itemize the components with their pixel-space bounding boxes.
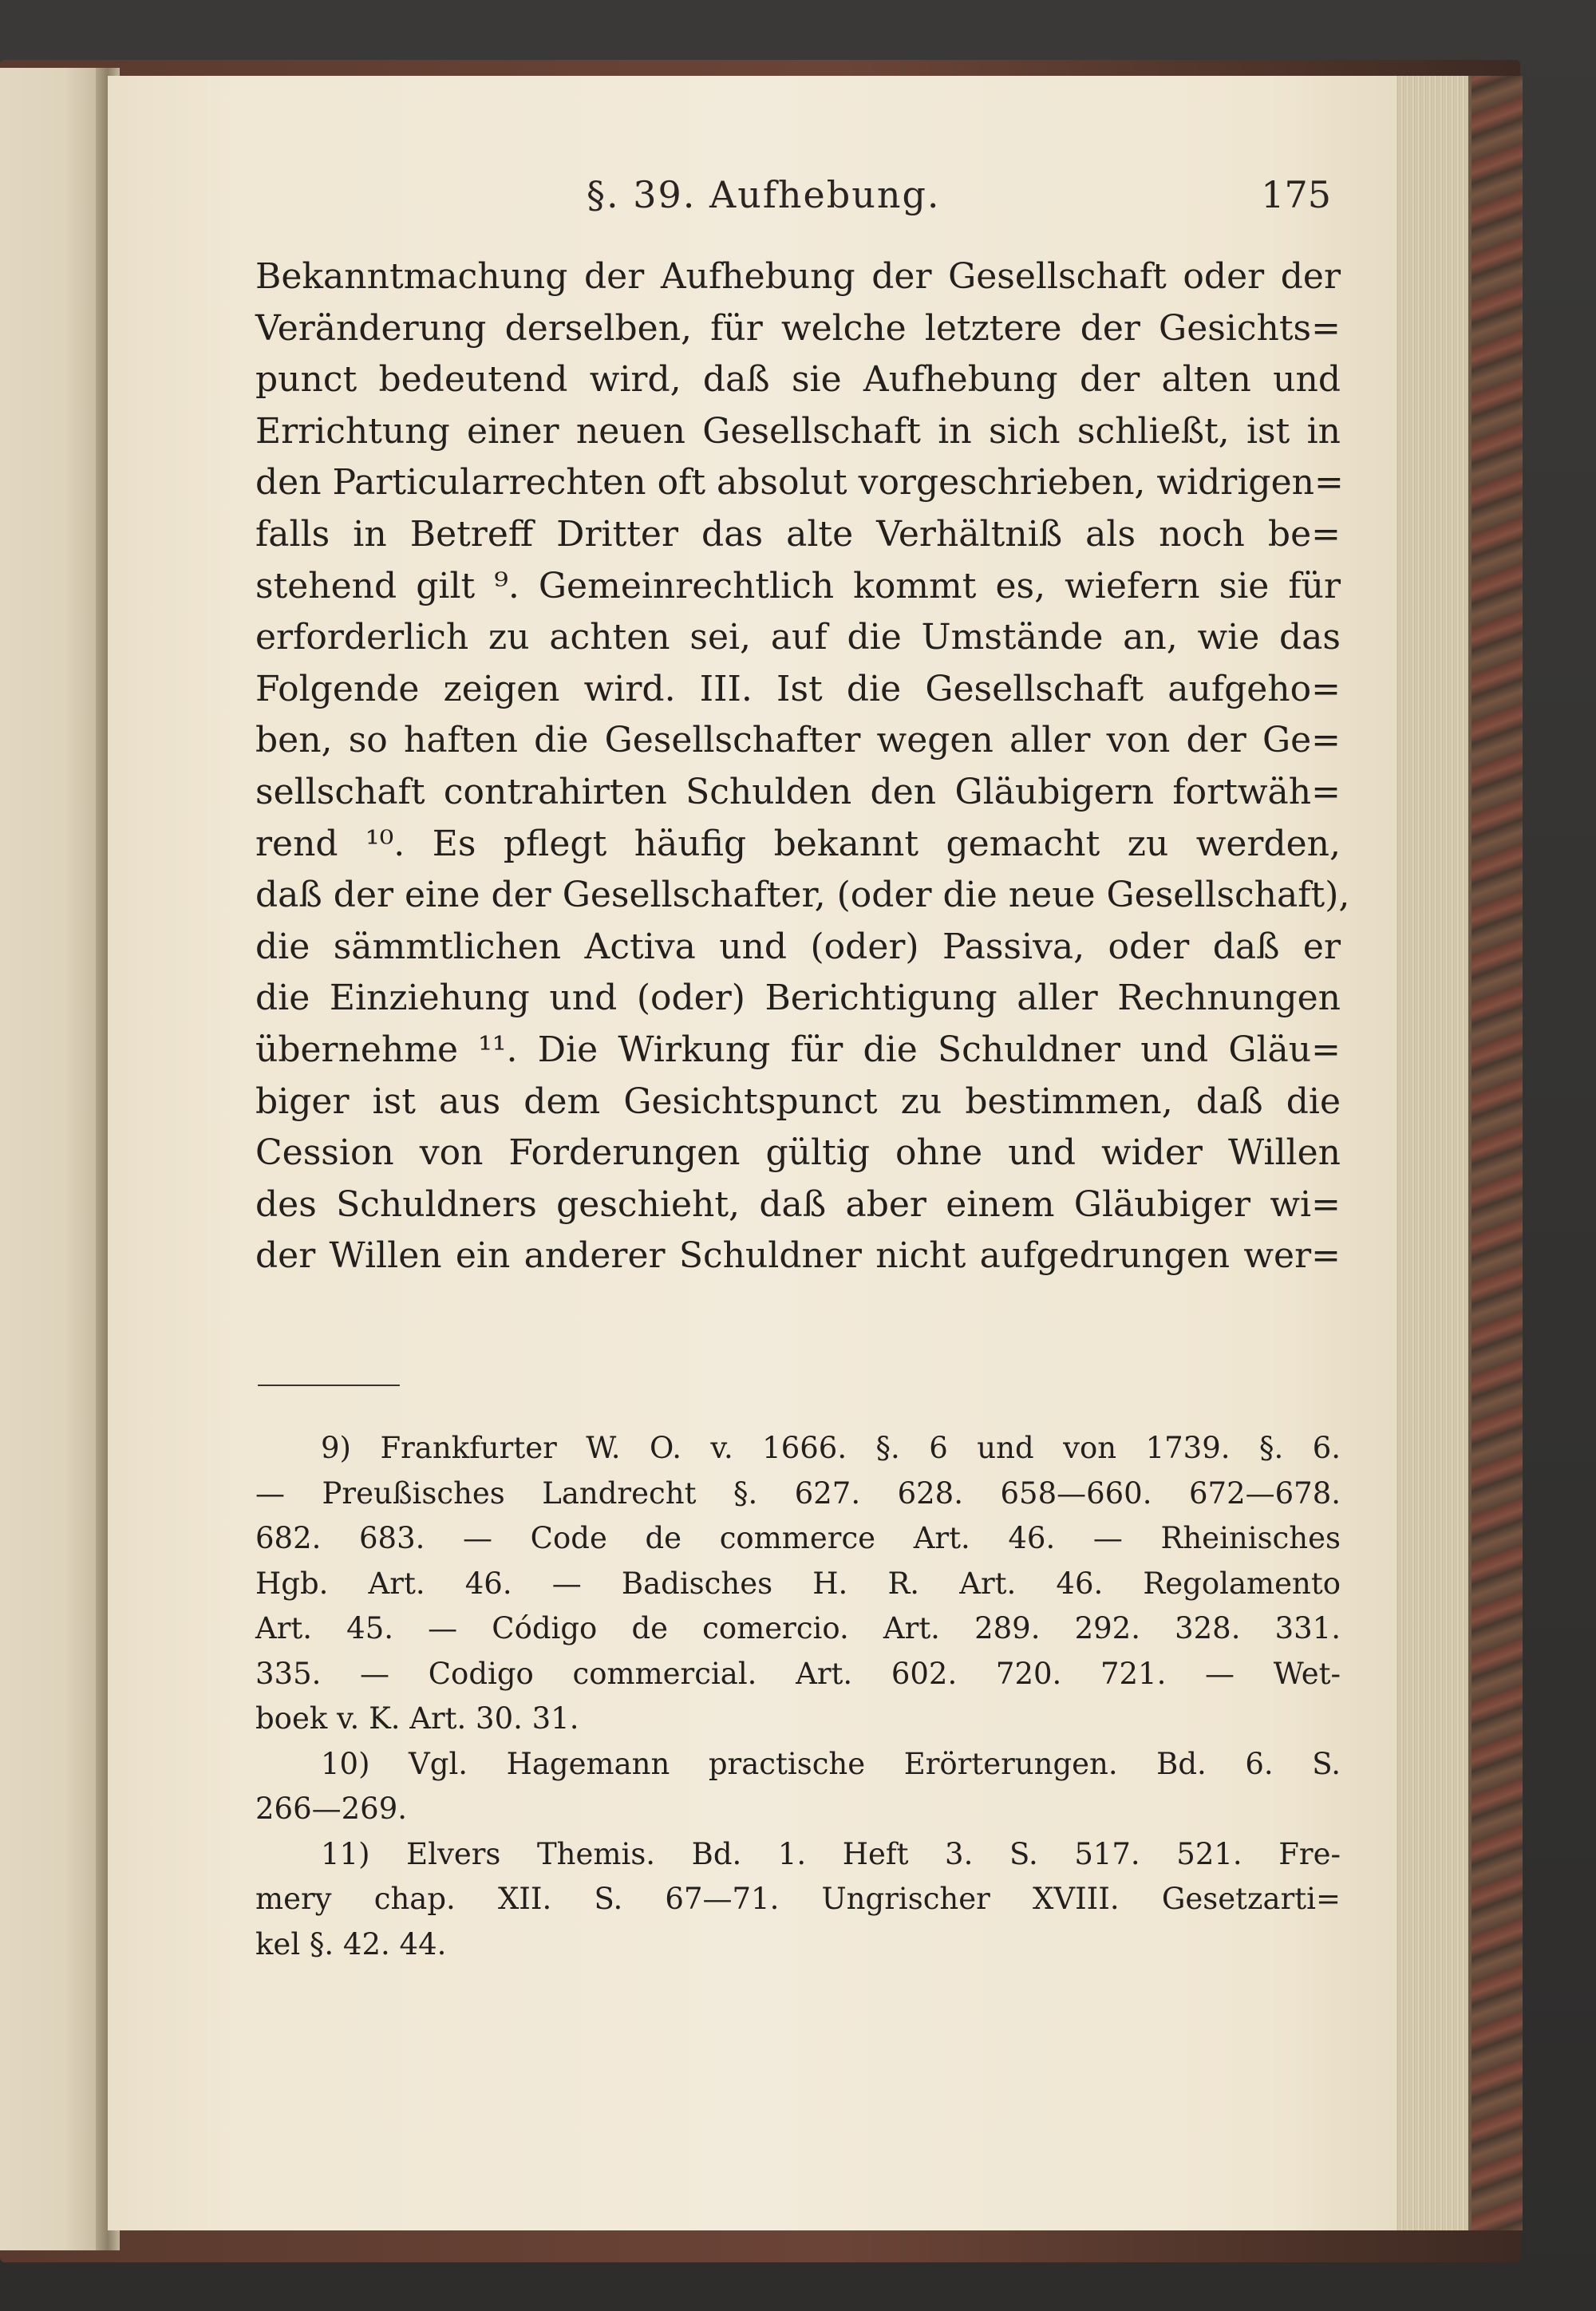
text-line: den Particularrechten oft absolut vorgeschrieben, widrigen= — [255, 462, 1344, 504]
footnote-line: 266—269. — [255, 1792, 408, 1826]
text-line: Folgende zeigen wird. III. Ist die Gesellschaft aufgeho= — [255, 668, 1341, 709]
text-line: rend ¹⁰. Es pflegt häufig bekannt gemacht zu werden, — [255, 823, 1341, 864]
footnotes — [255, 1426, 1341, 1967]
page-number: 175 — [1261, 173, 1331, 216]
footnote-line: — Preußisches Landrecht §. 627. 628. 658—660. 672—678. — [255, 1475, 1341, 1511]
text-line: sellschaft contrahirten Schulden den Gläubigern fortwäh= — [255, 771, 1341, 812]
text-line: erforderlich zu achten sei, auf die Umstände an, wie das — [255, 617, 1341, 658]
footnote-line: Art. 45. — Código de comercio. Art. 289. 292. 328. 331. — [255, 1611, 1341, 1645]
text-line: falls in Betreff Dritter das alte Verhältniß als noch be= — [255, 513, 1341, 555]
text-line: stehend gilt ⁹. Gemeinrechtlich kommt es, wiefern sie für — [255, 565, 1341, 606]
text-line: des Schuldners geschieht, daß aber einem Gläubiger wi= — [255, 1183, 1341, 1225]
text-line: Cession von Forderungen gültig ohne und wider Willen — [255, 1132, 1341, 1174]
text-line: die Einziehung und (oder) Berichtigung aller Rechnungen — [255, 978, 1341, 1019]
left-page-edge — [0, 68, 108, 2250]
text-line: punct bedeutend wird, daß sie Aufhebung der alten und — [255, 359, 1341, 401]
text-line: Veränderung derselben, für welche letztere der Gesichts= — [255, 307, 1341, 349]
text-line: Errichtung einer neuen Gesellschaft in sich schließt, ist in — [255, 410, 1341, 452]
text-line: Bekanntmachung der Aufhebung der Gesellschaft oder der — [255, 256, 1341, 297]
footnote-line: 335. — Codigo commercial. Art. 602. 720. 721. — Wet- — [255, 1656, 1341, 1691]
footnote-line: Hgb. Art. 46. — Badisches H. R. Art. 46. Regolamento — [255, 1566, 1341, 1601]
text-line: daß der eine der Gesellschafter, (oder die neue Gesellschaft), — [255, 875, 1350, 916]
footnote-divider — [258, 1385, 400, 1386]
page-stack-edge — [1393, 76, 1472, 2230]
text-line: der Willen ein anderer Schuldner nicht aufgedrungen wer= — [255, 1235, 1341, 1277]
section-heading: §. 39. Aufhebung. — [587, 173, 941, 216]
footnote-line: kel §. 42. 44. — [255, 1926, 447, 1961]
running-header — [108, 173, 1396, 221]
text-line: übernehme ¹¹. Die Wirkung für die Schuldner und Gläu= — [255, 1029, 1341, 1070]
footnote-line: 682. 683. — Code de commerce Art. 46. — Rheinisches — [255, 1521, 1341, 1555]
text-line: biger ist aus dem Gesichtspunct zu bestimmen, daß die — [255, 1080, 1341, 1122]
footnote-line: 10) Vgl. Hagemann practische Erörterungen. Bd. 6. S. — [321, 1746, 1341, 1781]
footnote-line: 11) Elvers Themis. Bd. 1. Heft 3. S. 517. 521. Fre- — [321, 1836, 1341, 1871]
text-line: ben, so haften die Gesellschafter wegen aller von der Ge= — [255, 720, 1341, 761]
footnote-line: mery chap. XII. S. 67—71. Ungrischer XVIII. Gesetzarti= — [255, 1882, 1341, 1916]
body-text — [255, 251, 1350, 1282]
footnote-line: boek v. K. Art. 30. 31. — [255, 1701, 579, 1736]
footnote-line: 9) Frankfurter W. O. v. 1666. §. 6 und von 1739. §. 6. — [321, 1431, 1341, 1465]
book-page — [108, 76, 1396, 2230]
text-line: die sämmtlichen Activa und (oder) Passiva, oder daß er — [255, 926, 1341, 967]
